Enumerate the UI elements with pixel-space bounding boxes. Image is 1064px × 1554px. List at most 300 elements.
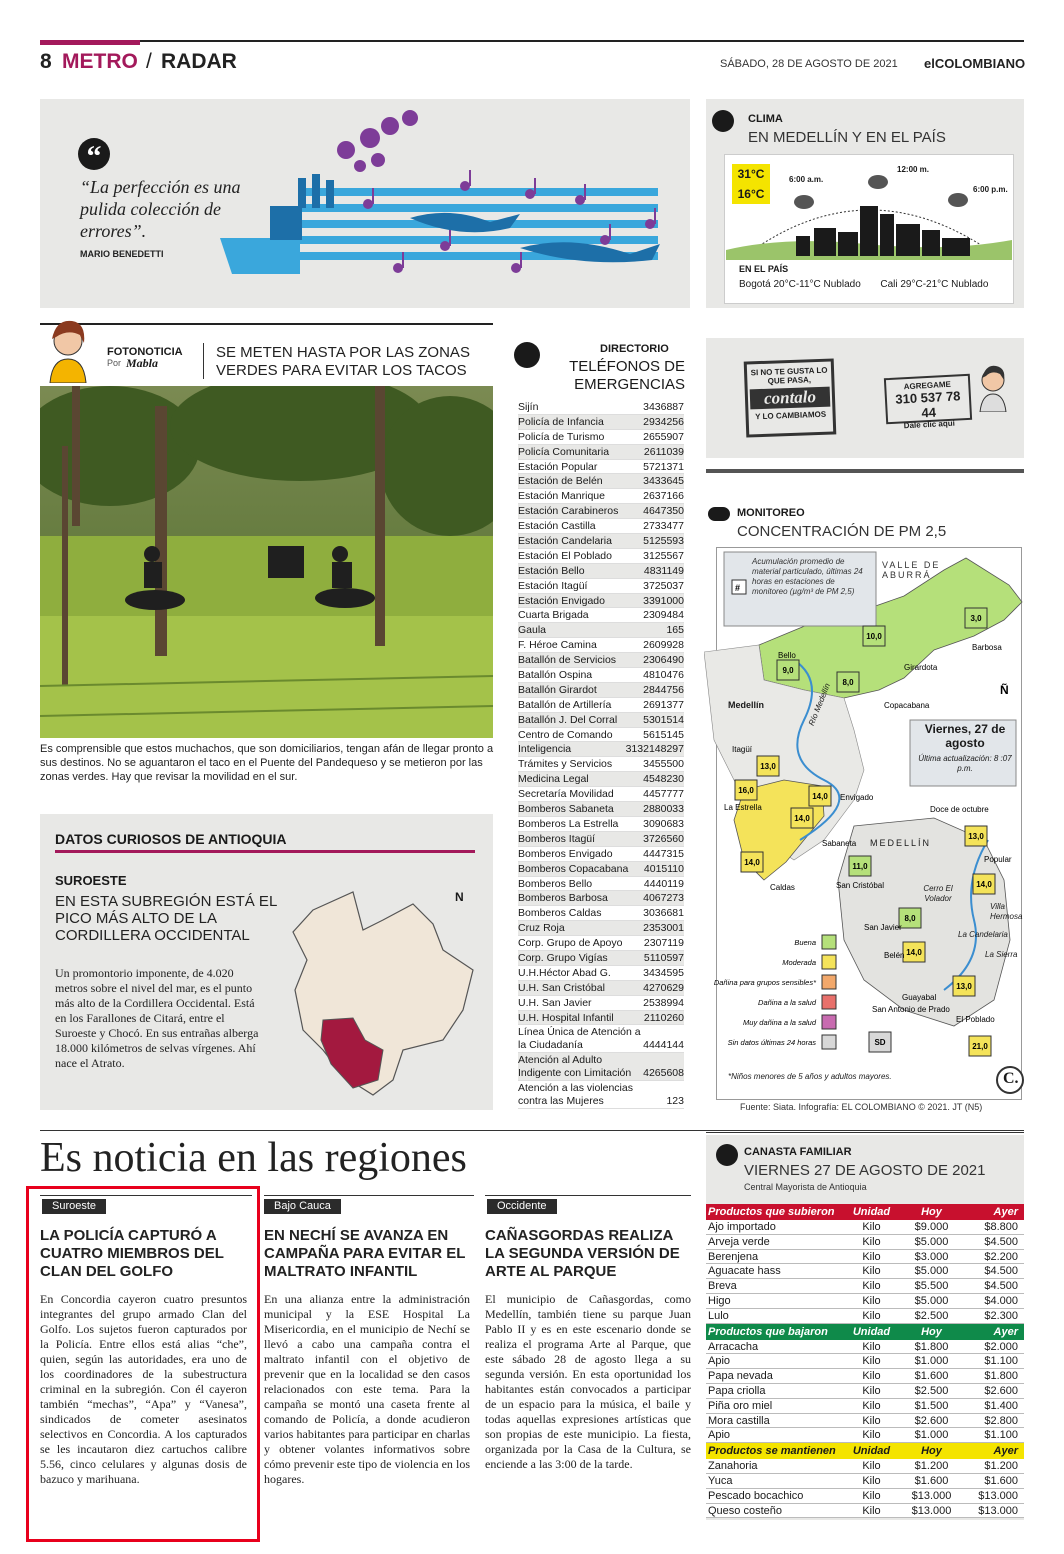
phone-entry-name: U.H. Hospital Infantil [518, 1011, 614, 1024]
station-value: 11,0 [852, 862, 868, 871]
canasta-source: Central Mayorista de Antioquia [744, 1182, 867, 1192]
price-cell: $1.800 [984, 1370, 1018, 1383]
phone-entry-number: 4444144 [643, 1039, 684, 1052]
station-place: Guayabal [902, 993, 937, 1002]
price-row [706, 1250, 1024, 1265]
temp-high: 31°C [737, 167, 765, 181]
phone-entry [518, 564, 684, 579]
medellin-area-label: Medellín [728, 700, 765, 710]
price-header-cell: Ayer [993, 1325, 1018, 1338]
price-header-cell: Productos que subieron [708, 1206, 835, 1218]
phone-entry [518, 877, 684, 892]
phone-entry [518, 847, 684, 862]
price-cell: Kilo [862, 1370, 881, 1383]
price-cell: Berenjena [708, 1250, 759, 1263]
place-la-sierra: La Sierra [985, 950, 1018, 959]
price-cell: Kilo [862, 1250, 881, 1263]
phone-entry-number: 3726560 [643, 832, 684, 845]
phone-entry-number: 3433645 [643, 475, 684, 488]
phone-entry-name: Batallón Girardot [518, 683, 597, 696]
phone-entry-number: 4265608 [643, 1067, 684, 1080]
station-place: San Cristóbal [836, 881, 885, 890]
station-place: Sabaneta [822, 839, 857, 848]
medellin-city-label: MEDELLÍN [870, 838, 932, 848]
phone-entry [518, 891, 684, 906]
price-row [706, 1294, 1024, 1309]
price-cell: Kilo [862, 1340, 881, 1353]
price-cell: $13.000 [911, 1504, 952, 1517]
price-cell: $1.000 [914, 1355, 949, 1368]
phone-entry-number: 4015110 [643, 862, 684, 875]
price-cell: $13.000 [978, 1489, 1018, 1502]
phone-entry [518, 787, 684, 802]
price-row [706, 1504, 1024, 1519]
fotonoticia-divider [203, 343, 204, 379]
phone-entry [518, 1025, 684, 1053]
price-row [706, 1474, 1024, 1489]
price-cell: Kilo [862, 1294, 881, 1307]
phone-entry [518, 966, 684, 981]
en-el-pais-label: EN EL PAÍS [739, 264, 789, 274]
legend-label: Muy dañina a la salud [743, 1018, 816, 1027]
phone-entry-name: Cruz Roja [518, 922, 565, 935]
place-cerro-el-volador: Cerro El Volador [923, 884, 953, 903]
phone-entry [518, 474, 684, 489]
phone-entry-number: 3125567 [643, 549, 684, 562]
forecast-time-noon: 12:00 m. [897, 165, 930, 174]
phone-entry-name: Bomberos Itagüí [518, 832, 596, 845]
phone-entry-number: 4067273 [643, 892, 684, 905]
region-tag-bajo-cauca: Bajo Cauca [264, 1199, 341, 1214]
forecast-time-evening: 6:00 p.m. [973, 185, 1008, 194]
price-cell: $4.000 [984, 1294, 1018, 1307]
phone-entry-name: Centro de Comando [518, 728, 613, 741]
price-row [706, 1340, 1024, 1355]
price-cell: Papa criolla [708, 1384, 766, 1397]
station-place: Doce de octubre [930, 805, 989, 814]
phone-icon [514, 342, 540, 368]
pm25-legend-note: Acumulación promedio de material particulado, últimas 24 horas en estaciones de monitoreo (µg/m³ de PM 2,5) [752, 557, 863, 596]
phone-entry-name: Batallón J. Del Corral [518, 713, 618, 726]
phone-entry-number: 5301514 [643, 713, 684, 726]
phone-entry-name: Estación de Belén [518, 475, 603, 488]
phone-entry [518, 772, 684, 787]
price-cell: $1.200 [984, 1460, 1018, 1473]
phone-entry [518, 951, 684, 966]
phone-entry-name: U.H. San Cristóbal [518, 981, 605, 994]
phone-entry-number: 4548230 [643, 773, 684, 786]
price-cell: $1.100 [984, 1355, 1018, 1368]
legend-swatch [822, 1015, 836, 1029]
phone-entry-number: 165 [666, 624, 684, 637]
price-cell: Mora castilla [708, 1414, 770, 1427]
price-cell: $5.000 [914, 1235, 949, 1248]
phone-entry [518, 519, 684, 534]
agregame-label: AGREGAME [903, 379, 952, 392]
price-cell: $4.500 [984, 1265, 1018, 1278]
phone-entry-name: Bomberos Bello [518, 877, 593, 890]
phone-entry-name: Estación Manrique [518, 490, 605, 503]
phone-entry-name: Trámites y Servicios [518, 758, 613, 771]
price-cell: Queso costeño [708, 1504, 782, 1517]
station-value: 9,0 [782, 666, 794, 675]
quote-text: “La perfección es una pulida colección de errores”. [80, 177, 241, 241]
contalo-big: contalo [750, 387, 831, 410]
price-cell: $5.000 [914, 1294, 949, 1307]
price-cell: $1.600 [914, 1474, 949, 1487]
price-cell: $4.500 [984, 1235, 1018, 1248]
phone-entry-name: Policía de Turismo [518, 430, 605, 443]
pm25-legend [714, 935, 836, 1049]
price-cell: $2.600 [984, 1384, 1018, 1397]
price-cell: $1.800 [914, 1340, 949, 1353]
phone-entry-number: 3036681 [643, 907, 684, 920]
price-cell: $1.400 [984, 1399, 1018, 1412]
price-cell: Arveja verde [708, 1235, 770, 1248]
phone-entry-name: Atención al Adulto Indigente con Limitación [518, 1054, 632, 1080]
shopping-cart-icon [716, 1144, 738, 1166]
phone-entry-number: 2353001 [643, 922, 684, 935]
station-place: El Poblado [956, 1015, 995, 1024]
phone-entry [518, 1053, 684, 1081]
phone-entry-name: Estación Itagüí [518, 579, 588, 592]
country-weather [739, 279, 988, 290]
phone-entry-name: Estación El Poblado [518, 549, 612, 562]
station-place: Popular [984, 855, 1012, 864]
phone-entry-number: 4270629 [643, 981, 684, 994]
price-cell: Kilo [862, 1221, 881, 1233]
legend-label: Dañina a la salud [758, 998, 816, 1007]
price-cell: Zanahoria [708, 1460, 758, 1473]
price-cell: $2.500 [914, 1384, 949, 1397]
phone-entry [518, 1081, 684, 1109]
phone-entry-name: U.H. San Javier [518, 996, 592, 1009]
north-arrow-icon: N [455, 890, 464, 904]
price-header-cell: Unidad [852, 1206, 891, 1218]
price-row [706, 1354, 1024, 1369]
bogota-weather: Bogotá 20°C-11°C Nublado [739, 279, 861, 290]
legend-swatch [822, 995, 836, 1009]
phone-entry-number: 3725037 [643, 579, 684, 592]
phone-entry-number: 2309484 [643, 609, 684, 622]
author-avatar [42, 313, 94, 383]
phone-entry-number: 2538994 [643, 996, 684, 1009]
phone-entry [518, 817, 684, 832]
price-cell: Yuca [708, 1474, 733, 1487]
datos-title: DATOS CURIOSOS DE ANTIOQUIA [55, 831, 287, 847]
antioquia-map [283, 880, 483, 1102]
station-place: Itagüí [732, 745, 753, 754]
brand-logo [924, 56, 1025, 71]
phone-entry-name: Batallón de Servicios [518, 654, 617, 667]
phone-entry-name: Cuarta Brigada [518, 609, 589, 622]
legend-label: Dañina para grupos sensibles* [713, 978, 816, 987]
contalo-stamp [744, 358, 837, 437]
article-headline-bajo-cauca: EN NECHÍ SE AVANZA EN CAMPAÑA PARA EVITAR EL MALTRATO INFANTIL [264, 1227, 466, 1280]
north-arrow-icon: Ñ [1000, 683, 1009, 697]
price-cell: Breva [708, 1280, 737, 1293]
price-cell: Kilo [862, 1384, 881, 1397]
subsection-title: RADAR [161, 50, 237, 73]
phone-entry [518, 534, 684, 549]
regions-title: Es noticia en las regiones [40, 1135, 467, 1181]
phone-entry-name: Estación Castilla [518, 520, 596, 533]
motorcyclists-photo [40, 386, 493, 738]
phone-entry-name: Medicina Legal [518, 773, 589, 786]
price-row [706, 1414, 1024, 1429]
phone-entry-number: 2934256 [643, 415, 684, 428]
phone-entry-number: 3436887 [643, 401, 684, 413]
phone-entry-number: 2691377 [643, 698, 684, 711]
price-cell: Kilo [862, 1429, 881, 1442]
place-la-candelaria: La Candelaria [958, 930, 1008, 939]
phone-entry-number: 4647350 [643, 505, 684, 518]
monitoreo-title: MONITOREO [737, 507, 805, 519]
station-value: 8,0 [904, 914, 916, 923]
fotonoticia-author: Mabla [126, 356, 159, 370]
article-headline-occidente: CAÑASGORDAS REALIZA LA SEGUNDA VERSIÓN DE ARTE AL PARQUE [485, 1227, 680, 1280]
canasta-rule [706, 1132, 1024, 1133]
svg-text:#: # [735, 583, 741, 593]
edition-date: SÁBADO, 28 DE AGOSTO DE 2021 [720, 58, 898, 70]
header-accent-bar [40, 40, 140, 45]
price-cell: Kilo [862, 1474, 881, 1487]
phone-entry [518, 430, 684, 445]
phone-entry-number: 2637166 [643, 490, 684, 503]
sun-icon [712, 110, 734, 132]
station-value: SD [874, 1038, 886, 1047]
station-value: 8,0 [842, 678, 854, 687]
phone-entry-name: Batallón de Artillería [518, 698, 612, 711]
whatsapp-number: 310 537 78 44 [895, 388, 961, 421]
article-headline-suroeste: LA POLICÍA CAPTURÓ A CUATRO MIEMBROS DEL CLAN DEL GOLFO [40, 1227, 224, 1280]
station-place: La Estrella [724, 803, 762, 812]
price-group-header [706, 1204, 1024, 1220]
price-cell: $5.000 [914, 1265, 949, 1278]
phone-entry-number: 4447315 [643, 847, 684, 860]
phone-entry-number: 2655907 [643, 430, 684, 443]
price-cell: $2.500 [914, 1309, 949, 1322]
price-row [706, 1399, 1024, 1414]
phone-entry-number: 4440119 [643, 877, 684, 890]
price-cell: $2.000 [984, 1340, 1018, 1353]
phone-entry-name: Secretaría Movilidad [518, 788, 614, 801]
phone-entry [518, 445, 684, 460]
phone-entry-number: 3132148297 [625, 743, 684, 756]
price-row [706, 1428, 1024, 1443]
price-header-cell: Ayer [993, 1445, 1018, 1458]
phone-entry [518, 862, 684, 877]
page-number: 8 [40, 50, 52, 73]
price-group-header [706, 1324, 1024, 1340]
price-cell: Kilo [862, 1280, 881, 1293]
photo-caption: Es comprensible que estos muchachos, que son domiciliarios, tengan afán de llegar pronto a sus destinos. No se aguantaron el taco en el Puente del Pandequeso y se metieron por las zonas verdes. Hay que revisar la movilidad en el sur. [40, 743, 494, 783]
phone-entry-number: 2844756 [643, 683, 684, 696]
phone-entry [518, 489, 684, 504]
phone-entry-number: 5125593 [643, 535, 684, 548]
phone-entry-name: Gaula [518, 624, 547, 637]
phone-entry-number: 123 [666, 1095, 684, 1108]
phone-entry [518, 653, 684, 668]
column-rule [485, 1195, 691, 1196]
directorio-subtitle: TELÉFONOS DE EMERGENCIAS [569, 358, 685, 393]
station-value: 13,0 [760, 762, 776, 771]
price-cell: Apio [708, 1355, 731, 1368]
temp-low: 16°C [737, 187, 765, 201]
phone-entry-name: Estación Envigado [518, 594, 605, 607]
price-cell: Lulo [708, 1309, 729, 1322]
phone-entry-name: Estación Candelaria [518, 535, 612, 548]
station-place: San Javier [864, 923, 902, 932]
phone-entry-name: Policía Comunitaria [518, 445, 610, 458]
phone-entry [518, 921, 684, 936]
phone-entry [518, 638, 684, 653]
phone-entry-name: Línea Única de Atención a la Ciudadanía [518, 1026, 641, 1052]
price-table [706, 1204, 1024, 1518]
phone-entry-name: Estación Bello [518, 564, 585, 577]
legend-label: Moderada [782, 958, 816, 967]
price-cell: Kilo [862, 1355, 881, 1368]
price-row [706, 1384, 1024, 1399]
cloud-icon [708, 507, 730, 521]
phone-entry-number: 3434595 [643, 966, 684, 979]
price-cell: $2.200 [984, 1250, 1018, 1263]
price-cell: Piña oro miel [708, 1399, 773, 1412]
article-body-occidente: El municipio de Cañasgordas, como Medellín, también tiene su parque Juan Pablo II y es en este escenario donde se realiza el programa Arte al Parque, que este sábado 28 de agosto llega a su segunda versión. En esta oportunidad los habitantes están convocados a participar de un espacio para la música, el baile y todas aquellas expresiones artísticas que son propias de este municipio. La fiesta, organizada por la Casa de la Cultura, se enciende a las 3:00 de la tarde. [485, 1292, 691, 1471]
datos-body: Un promontorio imponente, de 4.020 metros sobre el nivel del mar, es el punto más alto de la Cordillera Occidental. Está en los Farallones de Citará, entre el Suroeste y Chocó. En sus entrañas alberga 18.000 kilómetros de selvas vírgenes. Ahí nace el Atrato. [55, 966, 259, 1070]
phone-entry-name: Corp. Grupo de Apoyo [518, 937, 623, 950]
phone-entry [518, 608, 684, 623]
header-rule [40, 40, 1024, 42]
phone-entry-name: Bomberos Caldas [518, 907, 602, 920]
fotonoticia-por: Por [107, 358, 122, 368]
phone-entry [518, 504, 684, 519]
price-row [706, 1309, 1024, 1324]
phone-entry-name: Bomberos Copacabana [518, 862, 629, 875]
price-cell: $1.000 [914, 1429, 949, 1442]
phone-entry [518, 400, 684, 415]
cali-weather: Cali 29°C-21°C Nublado [880, 279, 989, 290]
phone-entry-name: Bomberos Barbosa [518, 892, 608, 905]
legend-swatch [822, 955, 836, 969]
price-cell: Papa nevada [708, 1370, 773, 1383]
phone-entry [518, 460, 684, 475]
phone-entry-name: Inteligencia [518, 743, 572, 756]
agregame-stamp [884, 374, 972, 431]
station-value: 16,0 [738, 786, 754, 795]
brand-name: COLOMBIANO [934, 56, 1026, 71]
phone-entry [518, 668, 684, 683]
price-cell: Kilo [862, 1414, 881, 1427]
phone-entry [518, 981, 684, 996]
phone-entry-number: 4457777 [643, 788, 684, 801]
phone-entry-number: 2307119 [643, 937, 684, 950]
price-cell: $3.000 [914, 1250, 949, 1263]
station-value: 21,0 [972, 1042, 988, 1051]
price-cell: Kilo [862, 1504, 881, 1517]
phone-entry [518, 802, 684, 817]
section-title: METRO [62, 50, 138, 73]
price-cell: $1.600 [914, 1370, 949, 1383]
infographic-source: Fuente: Siata. Infografía: EL COLOMBIANO © 2021. JT (N5) [740, 1102, 983, 1112]
station-place: Girardota [904, 663, 938, 672]
quote-author: MARIO BENEDETTI [80, 249, 164, 259]
fotonoticia-label: FOTONOTICIA [107, 346, 183, 358]
station-value: 3,0 [970, 614, 982, 623]
column-rule [40, 1195, 252, 1196]
price-header-cell: Hoy [921, 1206, 942, 1218]
phone-entry-name: U.H.Héctor Abad G. [518, 966, 611, 979]
station-value: 14,0 [744, 858, 760, 867]
price-row [706, 1264, 1024, 1279]
station-place: Envigado [840, 793, 874, 802]
station-value: 14,0 [976, 880, 992, 889]
quote-marks-icon: “ [78, 138, 110, 170]
station-value: 10,0 [866, 632, 882, 641]
phone-entry-name: Sijín [518, 401, 539, 413]
price-group-header [706, 1443, 1024, 1459]
phone-entry [518, 549, 684, 564]
station-value: 14,0 [906, 948, 922, 957]
station-value: 13,0 [956, 982, 972, 991]
skyline-illustration [726, 170, 1012, 260]
phone-entry-name: Estación Popular [518, 460, 598, 473]
emergency-phone-list [518, 400, 684, 1109]
price-cell: $13.000 [978, 1504, 1018, 1517]
ship-music-illustration [220, 108, 680, 278]
pm25-footnote: *Niños menores de 5 años y adultos mayores. [728, 1072, 892, 1081]
price-cell: $9.000 [914, 1221, 949, 1233]
price-header-cell: Hoy [921, 1445, 942, 1458]
phone-entry [518, 698, 684, 713]
station-value: 14,0 [794, 814, 810, 823]
colombiano-logo: C. [1003, 1070, 1019, 1087]
phone-entry [518, 1011, 684, 1026]
price-cell: Kilo [862, 1399, 881, 1412]
station-place: Belén [884, 951, 905, 960]
phone-entry-number: 2611039 [643, 445, 684, 458]
station-place: Copacabana [884, 701, 930, 710]
fotonoticia-rule [40, 323, 493, 325]
phone-entry-number: 2110260 [643, 1011, 684, 1024]
price-cell: Apio [708, 1429, 731, 1442]
station-value: 13,0 [968, 832, 984, 841]
phone-entry [518, 683, 684, 698]
price-cell: $2.300 [984, 1309, 1018, 1322]
cloud-icon [794, 175, 968, 209]
fotonoticia-headline: SE METEN HASTA POR LAS ZONAS VERDES PARA EVITAR LOS TACOS [216, 344, 470, 379]
phone-entry-name: Corp. Grupo Vigías [518, 951, 608, 964]
contalo-line2: Y LO CAMBIAMOS [754, 409, 827, 422]
agregame-note: Dale clic aquí [903, 418, 956, 431]
station-place: Caldas [770, 883, 795, 892]
column-rule [264, 1195, 474, 1196]
phone-entry [518, 728, 684, 743]
phone-entry-name: Bomberos Envigado [518, 847, 613, 860]
phone-entry-name: Batallón Ospina [518, 669, 593, 682]
phone-entry [518, 832, 684, 847]
phone-entry-number: 5110597 [643, 951, 684, 964]
price-cell: Kilo [862, 1235, 881, 1248]
phone-entry [518, 742, 684, 757]
price-row [706, 1489, 1024, 1504]
phone-entry-number: 3090683 [643, 817, 684, 830]
phone-entry [518, 906, 684, 921]
datos-headline: EN ESTA SUBREGIÓN ESTÁ EL PICO MÁS ALTO DE LA CORDILLERA OCCIDENTAL [55, 893, 277, 944]
phone-entry-number: 2609928 [643, 639, 684, 652]
price-cell: $2.800 [984, 1414, 1018, 1427]
price-cell: Kilo [862, 1489, 881, 1502]
